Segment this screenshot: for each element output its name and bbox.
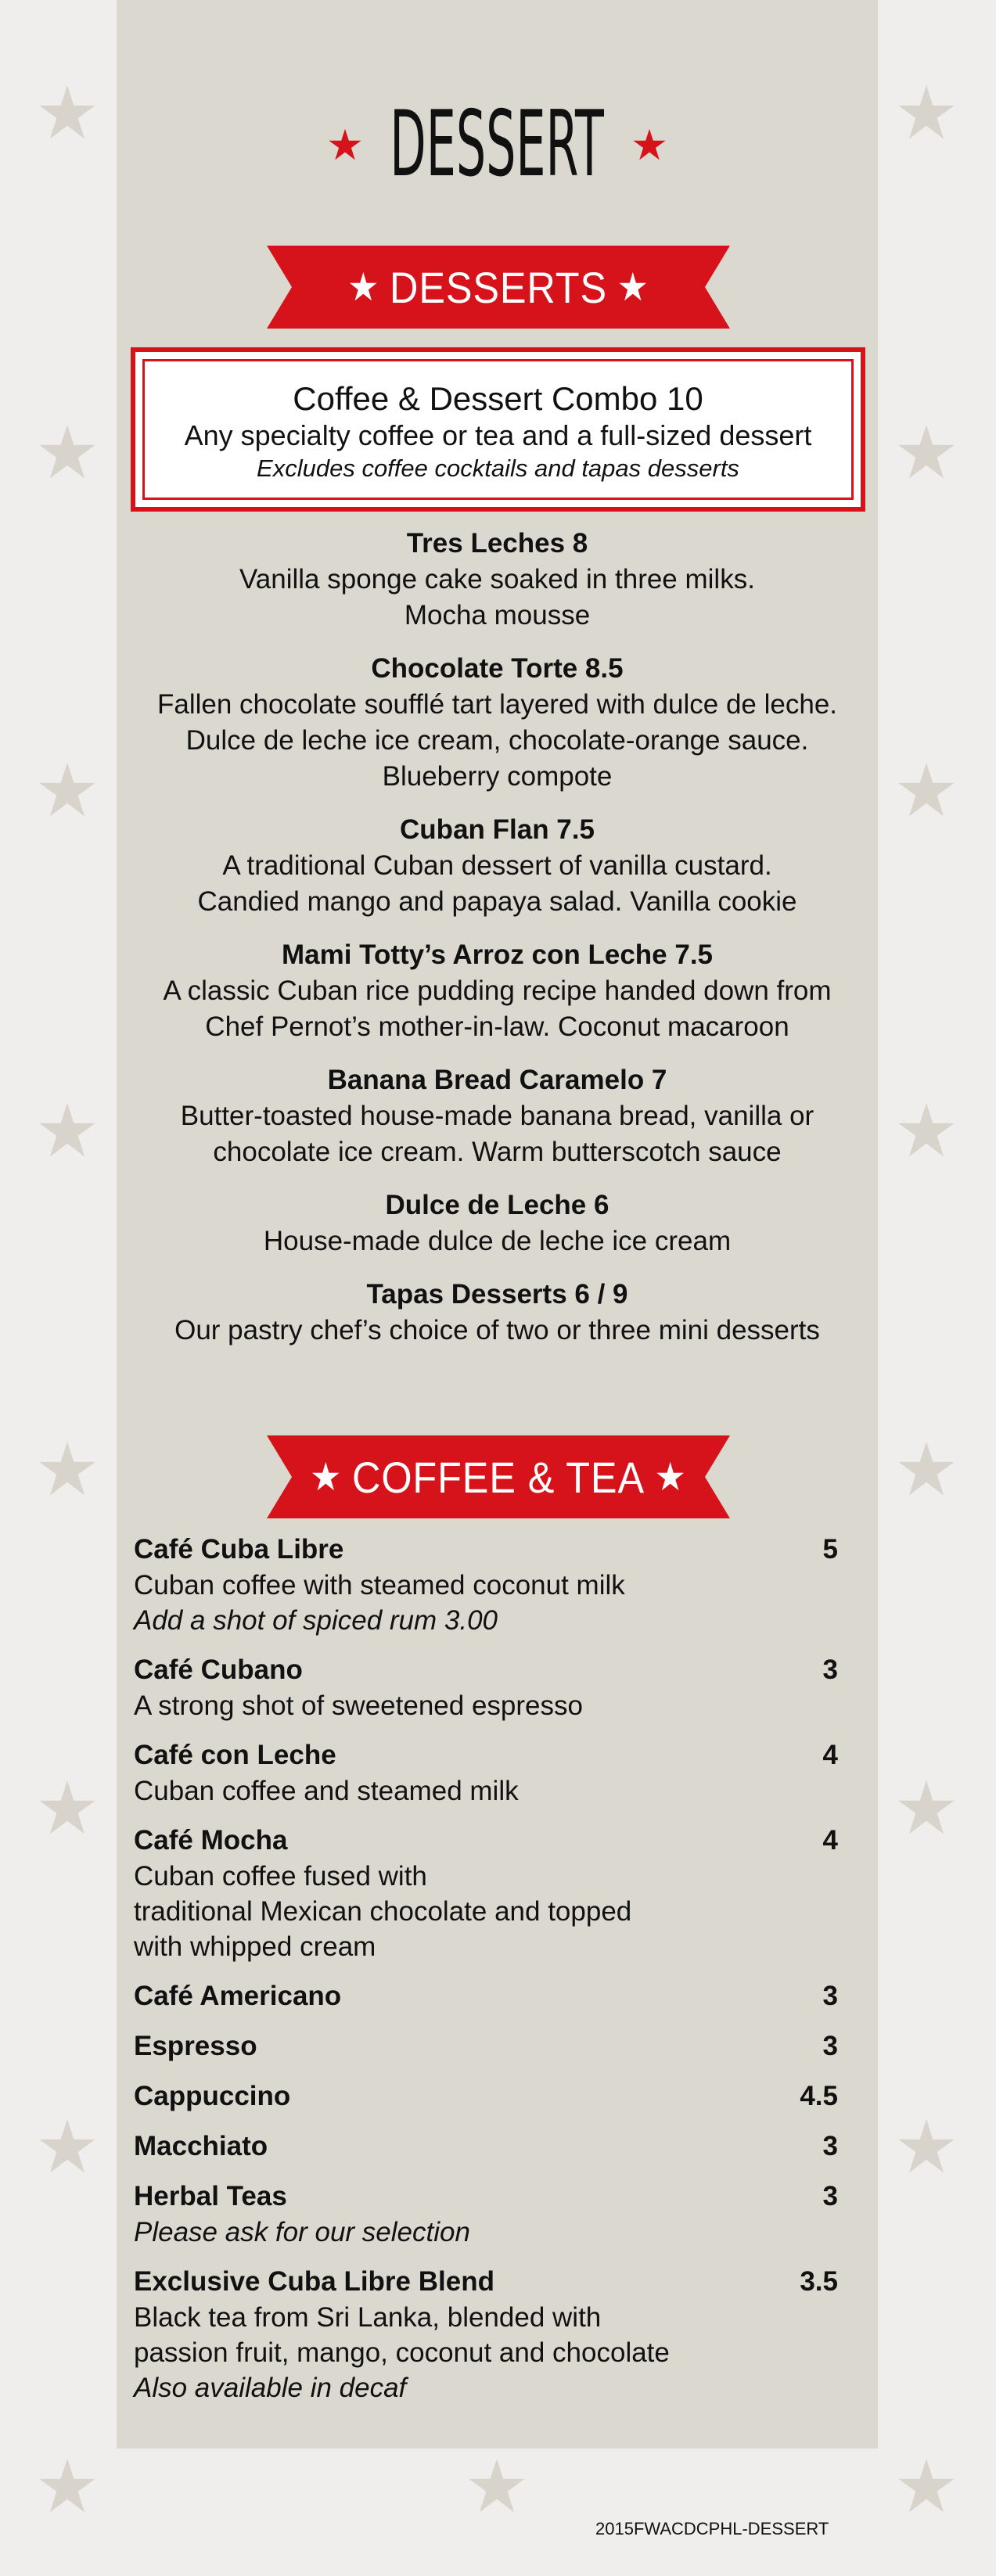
item-description: Butter-toasted house-made banana bread, vanilla or chocolate ice cream. Warm butterscotch sauce [180, 1101, 814, 1167]
item-description: A strong shot of sweetened espresso [134, 1690, 583, 1721]
item-description: A traditional Cuban dessert of vanilla custard. Candied mango and papaya salad. Vanilla cookie [197, 850, 797, 917]
item-name: Café Cubano [134, 1654, 303, 1685]
item-price: 4.5 [800, 2081, 838, 2111]
item-name: Cuban Flan 7.5 [400, 814, 595, 845]
menu-item [117, 1062, 878, 1170]
star-icon [467, 2456, 527, 2516]
item-name: Banana Bread Caramelo 7 [327, 1065, 667, 1095]
menu-item [134, 2179, 838, 2250]
star-icon [897, 2456, 956, 2516]
item-name: Café Mocha [134, 1825, 288, 1856]
combo-title: Coffee & Dessert Combo 10 [293, 380, 703, 417]
star-icon: ★ [654, 1455, 687, 1499]
menu-item [117, 526, 878, 634]
star-icon [632, 128, 667, 162]
item-name: Dulce de Leche 6 [385, 1190, 609, 1220]
star-icon [38, 760, 97, 820]
star-icon [38, 422, 97, 482]
item-description: Black tea from Sri Lanka, blended with passion fruit, mango, coconut and chocolate [134, 2302, 670, 2368]
star-icon [897, 760, 956, 820]
star-icon: ★ [347, 265, 380, 309]
dessert-list [117, 526, 878, 1366]
combo-description: Any specialty coffee or tea and a full-sized dessert [184, 419, 812, 452]
star-icon [328, 128, 362, 162]
item-name: Café Cuba Libre [134, 1534, 344, 1565]
menu-item [117, 651, 878, 795]
item-name: Café con Leche [134, 1740, 336, 1770]
star-icon [897, 1778, 956, 1838]
menu-item [134, 2028, 838, 2064]
item-note: Also available in decaf [134, 2373, 407, 2403]
item-name: Exclusive Cuba Libre Blend [134, 2266, 494, 2297]
star-icon: ★ [310, 1455, 343, 1499]
star-icon [38, 2456, 97, 2516]
item-price: 3 [822, 2131, 838, 2161]
star-icon [897, 422, 956, 482]
star-icon: ★ [617, 265, 649, 309]
item-note: Add a shot of spiced rum 3.00 [134, 1605, 498, 1636]
item-name: Mami Totty’s Arroz con Leche 7.5 [281, 940, 714, 970]
section-title: COFFEE & TEA [352, 1452, 645, 1502]
star-icon [897, 83, 956, 142]
menu-item [134, 1652, 838, 1723]
menu-item [134, 1737, 838, 1809]
menu-item [134, 1823, 838, 1964]
item-price: 3.5 [800, 2266, 838, 2297]
item-name: Tres Leches 8 [406, 528, 588, 559]
item-name: Café Americano [134, 1981, 342, 2011]
coffee-tea-banner [267, 1435, 730, 1518]
item-description: House-made dulce de leche ice cream [263, 1226, 732, 1256]
item-price: 5 [822, 1534, 838, 1565]
star-icon [38, 1101, 97, 1160]
combo-note: Excludes coffee cocktails and tapas desserts [257, 454, 739, 483]
item-name: Tapas Desserts 6 / 9 [366, 1279, 628, 1310]
menu-item [134, 2264, 838, 2405]
menu-item [134, 1978, 838, 2014]
item-description: Fallen chocolate soufflé tart layered with dulce de leche. Dulce de leche ice cream, chocolate-orange sauce. Blueberry compote [156, 689, 838, 792]
star-icon [897, 1439, 956, 1499]
item-name: Chocolate Torte 8.5 [371, 653, 624, 684]
item-description: Cuban coffee fused with traditional Mexican chocolate and topped with whipped cream [134, 1861, 632, 1962]
menu-item [117, 812, 878, 920]
menu-item [134, 2078, 838, 2114]
item-price: 3 [822, 2031, 838, 2061]
section-title: DESSERTS [390, 262, 607, 312]
star-icon [897, 2117, 956, 2176]
combo-offer-box [131, 347, 865, 512]
item-description: Cuban coffee with steamed coconut milk [134, 1570, 625, 1601]
desserts-banner [267, 246, 730, 329]
menu-item [117, 1277, 878, 1349]
footer-code: 2015FWACDCPHL-DESSERT [595, 2519, 829, 2538]
item-price: 3 [822, 1981, 838, 2011]
item-description: Cuban coffee and steamed milk [134, 1776, 519, 1806]
item-description: Our pastry chef’s choice of two or three mini desserts [174, 1315, 820, 1345]
item-price: 3 [822, 1654, 838, 1685]
star-icon [38, 1778, 97, 1838]
item-name: Herbal Teas [134, 2181, 287, 2211]
item-price: 4 [822, 1740, 838, 1770]
menu-header [117, 82, 878, 207]
star-icon [38, 1439, 97, 1499]
item-price: 4 [822, 1825, 838, 1856]
item-name: Espresso [134, 2031, 257, 2061]
menu-panel [117, 0, 878, 2448]
item-description: A classic Cuban rice pudding recipe handed down from Chef Pernot’s mother-in-law. Coconut macaroon [163, 975, 832, 1042]
menu-item [117, 937, 878, 1045]
menu-item [134, 1532, 838, 1638]
item-name: Cappuccino [134, 2081, 291, 2111]
star-icon [897, 1101, 956, 1160]
menu-item [117, 1187, 878, 1259]
star-icon [38, 2117, 97, 2176]
item-description: Vanilla sponge cake soaked in three milks. Mocha mousse [239, 564, 755, 631]
star-icon [38, 83, 97, 142]
item-price: 3 [822, 2181, 838, 2211]
coffee-list [134, 1532, 838, 2420]
menu-item [134, 2129, 838, 2165]
item-note: Please ask for our selection [134, 2217, 470, 2247]
item-name: Macchiato [134, 2131, 268, 2161]
page-title: DESSERT [390, 92, 605, 197]
